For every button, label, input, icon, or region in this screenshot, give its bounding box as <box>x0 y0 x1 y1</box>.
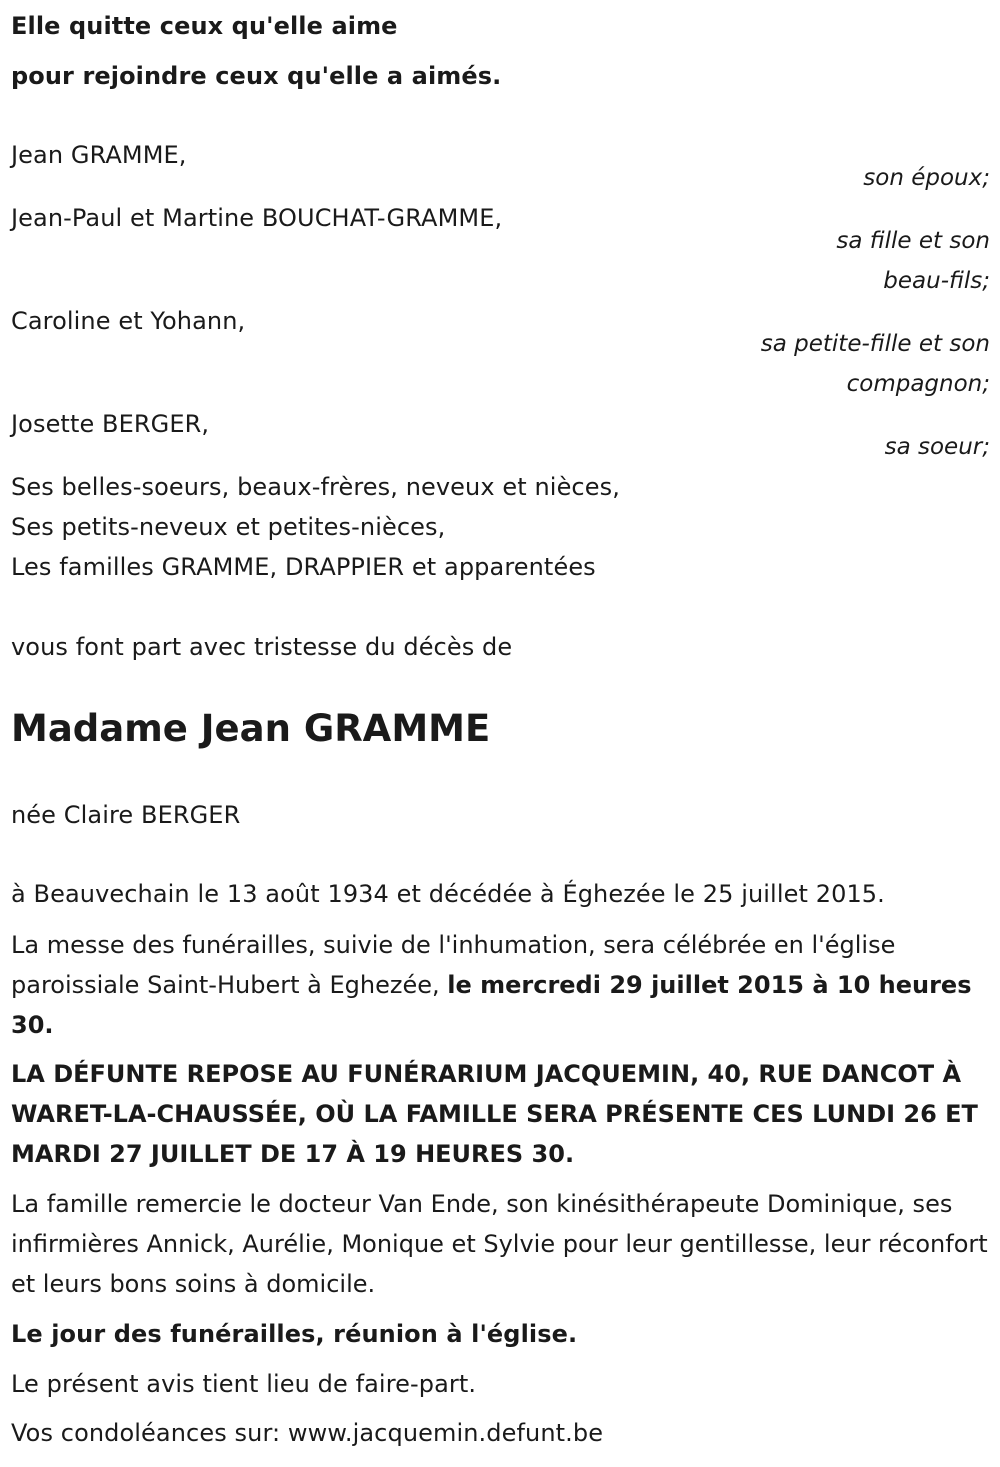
funeral-date: le mercredi 29 juillet 2015 à 10 heures 30. <box>11 971 972 1039</box>
family-name-spouse: Jean GRAMME, <box>11 141 187 169</box>
family-name-sister: Josette BERGER, <box>11 410 210 438</box>
relatives-line-2: Ses petits-neveux et petites-nièces, <box>11 513 446 541</box>
family-relation-sister: sa soeur; <box>884 434 990 460</box>
family-relation-daughter-2: beau-fils; <box>883 268 990 294</box>
relatives-line-3: Les familles GRAMME, DRAPPIER et apparentées <box>11 553 596 581</box>
visitation-paragraph: LA DÉFUNTE REPOSE AU FUNÉRARIUM JACQUEMIN, 40, RUE DANCOT À WARET-LA-CHAUSSÉE, OÙ LA FAMILLE SERA PRÉSENTE CES LUNDI 26 ET MARDI 27 JUILLET DE 17 À 19 HEURES 30. <box>11 1060 978 1168</box>
funeral-text: La messe des funérailles, suivie de l'inhumation, sera célébrée en l'église paroissiale Saint-Hubert à Eghezée, <box>11 931 896 999</box>
relatives-line-1: Ses belles-soeurs, beaux-frères, neveux et nièces, <box>11 473 620 501</box>
quote-line-1: Elle quitte ceux qu'elle aime <box>11 12 398 40</box>
family-name-daughter: Jean-Paul et Martine BOUCHAT-GRAMME, <box>11 204 503 232</box>
family-name-granddaughter: Caroline et Yohann, <box>11 307 246 335</box>
gathering-line: Le jour des funérailles, réunion à l'église. <box>11 1320 578 1348</box>
condolences-line: Vos condoléances sur: www.jacquemin.defunt.be <box>11 1419 604 1447</box>
family-relation-daughter-1: sa fille et son <box>836 228 990 254</box>
quote-line-2: pour rejoindre ceux qu'elle a aimés. <box>11 62 502 90</box>
family-relation-spouse: son époux; <box>863 165 990 191</box>
funeral-paragraph <box>11 925 991 1045</box>
born-name: née Claire BERGER <box>11 801 241 829</box>
thanks-paragraph: La famille remercie le docteur Van Ende, son kinésithérapeute Dominique, ses infirmières Annick, Aurélie, Monique et Sylvie pour leur gentillesse, leur réconfort et leurs bons soins à domicile. <box>11 1190 988 1298</box>
family-relation-granddaughter-2: compagnon; <box>846 371 990 397</box>
announcement: vous font part avec tristesse du décès de <box>11 633 513 661</box>
family-relation-granddaughter-1: sa petite-fille et son <box>760 331 990 357</box>
deceased-name: Madame Jean GRAMME <box>11 707 491 750</box>
birth-death-line: à Beauvechain le 13 août 1934 et décédée à Éghezée le 25 juillet 2015. <box>11 880 885 908</box>
notice-line: Le présent avis tient lieu de faire-part. <box>11 1370 477 1398</box>
